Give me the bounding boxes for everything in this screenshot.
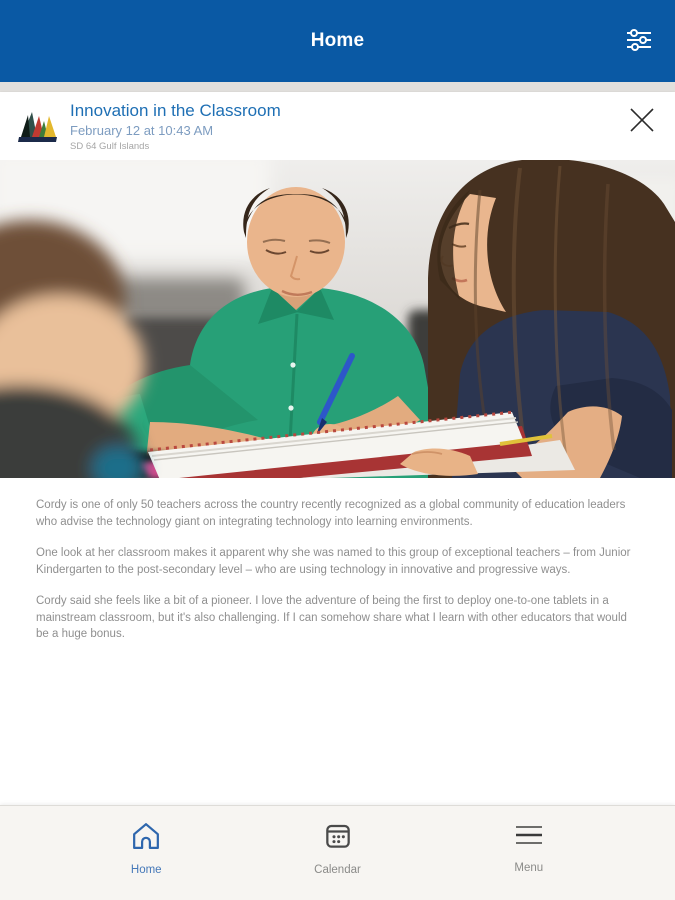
post-card-header — [0, 92, 675, 160]
article-paragraph: Cordy is one of only 50 teachers across the country recently recognized as a global community of education leaders who advise the technology giant on integrating technology into learning environments. — [36, 499, 626, 528]
article-body — [0, 478, 675, 658]
nav-item-menu[interactable] — [484, 820, 574, 874]
article-paragraph: One look at her classroom makes it apparent why she was named to this group of exceptional teachers – from Junior Kindergarten to the post-secondary level – who are using technology in innovative and progressive ways. — [36, 547, 631, 576]
nav-label-home: Home — [130, 864, 162, 876]
nav-label-menu: Menu — [514, 862, 544, 874]
header-card-gap — [0, 82, 675, 92]
post-photo — [0, 160, 675, 478]
post-headings — [70, 101, 281, 152]
post-organization: SD 64 Gulf Islands — [70, 141, 150, 152]
calendar-icon — [322, 820, 354, 855]
nav-item-calendar[interactable] — [293, 820, 383, 876]
nav-item-home[interactable] — [101, 820, 191, 876]
filter-settings-button[interactable] — [619, 21, 659, 61]
post-title: Innovation in the Classroom — [70, 101, 281, 121]
post-card — [0, 92, 675, 805]
sliders-icon — [626, 28, 652, 55]
home-icon — [129, 820, 163, 855]
nav-label-calendar: Calendar — [314, 864, 361, 876]
bottom-navigation — [0, 805, 675, 900]
close-icon — [627, 105, 657, 138]
article-paragraph: Cordy said she feels like a bit of a pioneer. I love the adventure of being the first to deploy one-to-one tablets in a mainstream classroom, but it's also challenging. If I can somehow share what I learn with other educators that would be a huge bonus. — [36, 595, 627, 640]
app-header — [0, 0, 675, 82]
district-logo-icon — [16, 107, 60, 147]
page-title: Home — [310, 30, 365, 51]
menu-icon — [512, 820, 546, 853]
close-button[interactable] — [625, 104, 659, 138]
post-timestamp: February 12 at 10:43 AM — [70, 123, 214, 139]
